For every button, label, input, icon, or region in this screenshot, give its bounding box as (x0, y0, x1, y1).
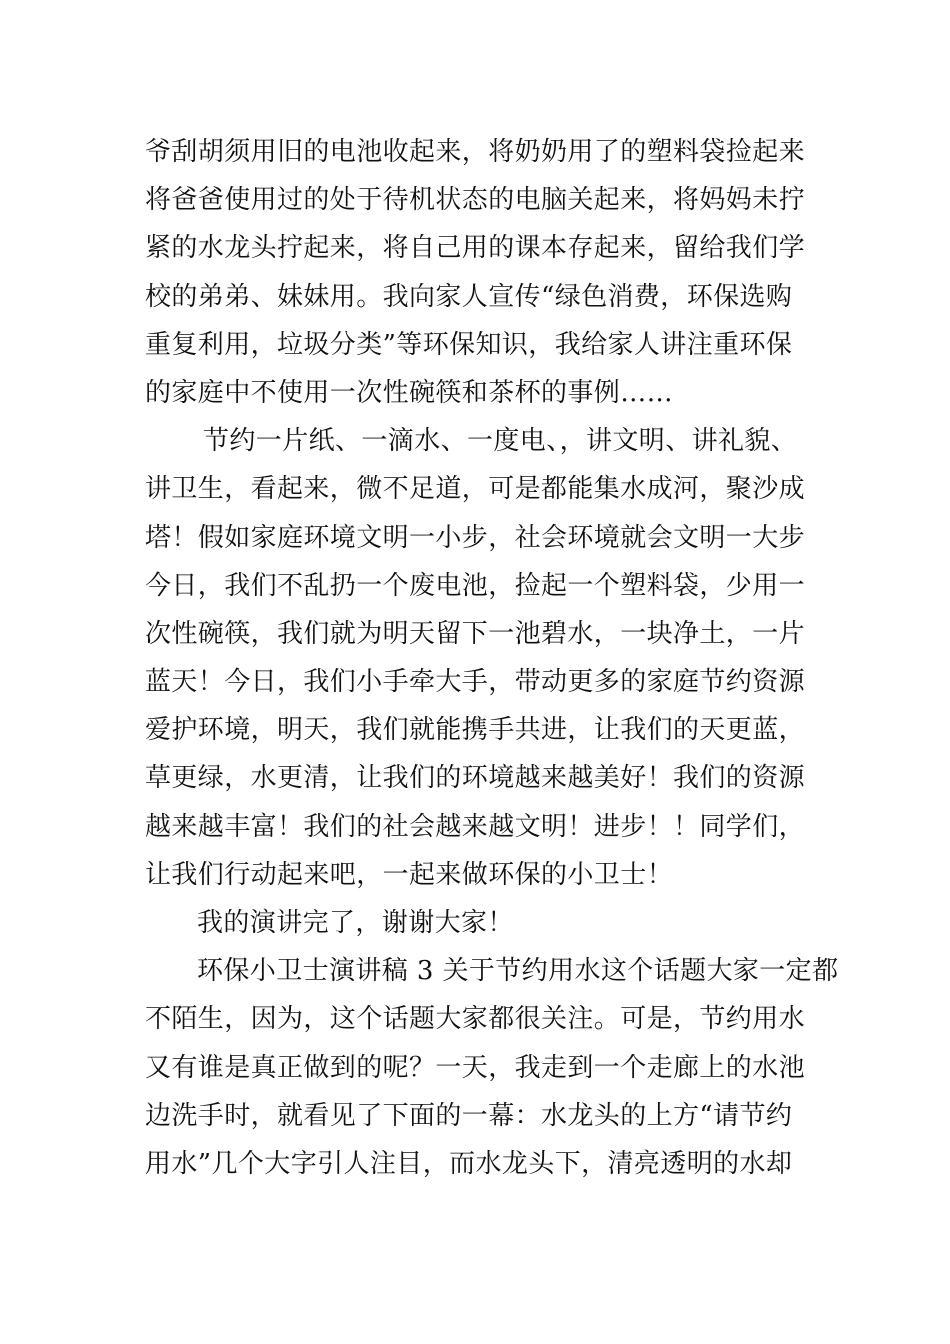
text-line: 越来越丰富！我们的社会越来越文明！进步！！同学们， (145, 811, 806, 842)
text-line: 不陌生，因为，这个话题大家都很关注。可是，节约用水 (145, 1004, 806, 1035)
text-line: 的家庭中不使用一次性碗筷和茶杯的事例…… (145, 377, 674, 408)
text-line: 又有谁是真正做到的呢？一天，我走到一个走廊上的水池 (145, 1052, 806, 1083)
text-line: 重复利用，垃圾分类”等环保知识，我给家人讲注重环保 (145, 329, 793, 360)
paragraph (145, 899, 807, 947)
text-line: 紧的水龙头拧起来，将自己用的课本存起来，留给我们学 (145, 233, 806, 264)
paragraph (145, 128, 807, 417)
text-line: 今日，我们不乱扔一个废电池，捡起一个塑料袋，少用一 (145, 570, 806, 601)
text-line: 节约一片纸、一滴水、一度电、，讲文明、讲礼貌、 (203, 426, 798, 457)
document-page (145, 128, 839, 1188)
text-line: 草更绿，水更清，让我们的环境越来越美好！我们的资源 (145, 763, 806, 794)
text-line: 爷刮胡须用旧的电池收起来，将奶奶用了的塑料袋捡起来 (145, 137, 806, 167)
text-line: 我的演讲完了，谢谢大家！ (197, 908, 514, 938)
text-line: 校的弟弟、妹妹用。我向家人宣传“绿色消费，环保选购 (145, 281, 793, 312)
text-line: 次性碗筷，我们就为明天留下一池碧水，一块净土，一片 (145, 618, 806, 649)
paragraph (145, 417, 807, 899)
text-line: 用水”几个大字引人注目，而水龙头下，清亮透明的水却 (145, 1148, 793, 1179)
text-line: 将爸爸使用过的处于待机状态的电脑关起来，将妈妈未拧 (145, 185, 806, 216)
paragraph (145, 947, 839, 1188)
text-line: 爱护环境，明天，我们就能携手共进，让我们的天更蓝， (145, 715, 806, 746)
text-line: 环保小卫士演讲稿 3 关于节约用水这个话题大家一定都 (197, 956, 839, 987)
text-line: 边洗手时，就看见了下面的一幕：水龙头的上方“请节约 (145, 1100, 793, 1131)
text-line: 讲卫生，看起来，微不足道，可是都能集水成河，聚沙成 (145, 474, 806, 505)
text-line: 塔！假如家庭环境文明一小步，社会环境就会文明一大步 (145, 522, 806, 553)
text-line: 让我们行动起来吧，一起来做环保的小卫士！ (145, 859, 674, 890)
text-line: 蓝天！今日，我们小手牵大手，带动更多的家庭节约资源 (145, 667, 806, 698)
